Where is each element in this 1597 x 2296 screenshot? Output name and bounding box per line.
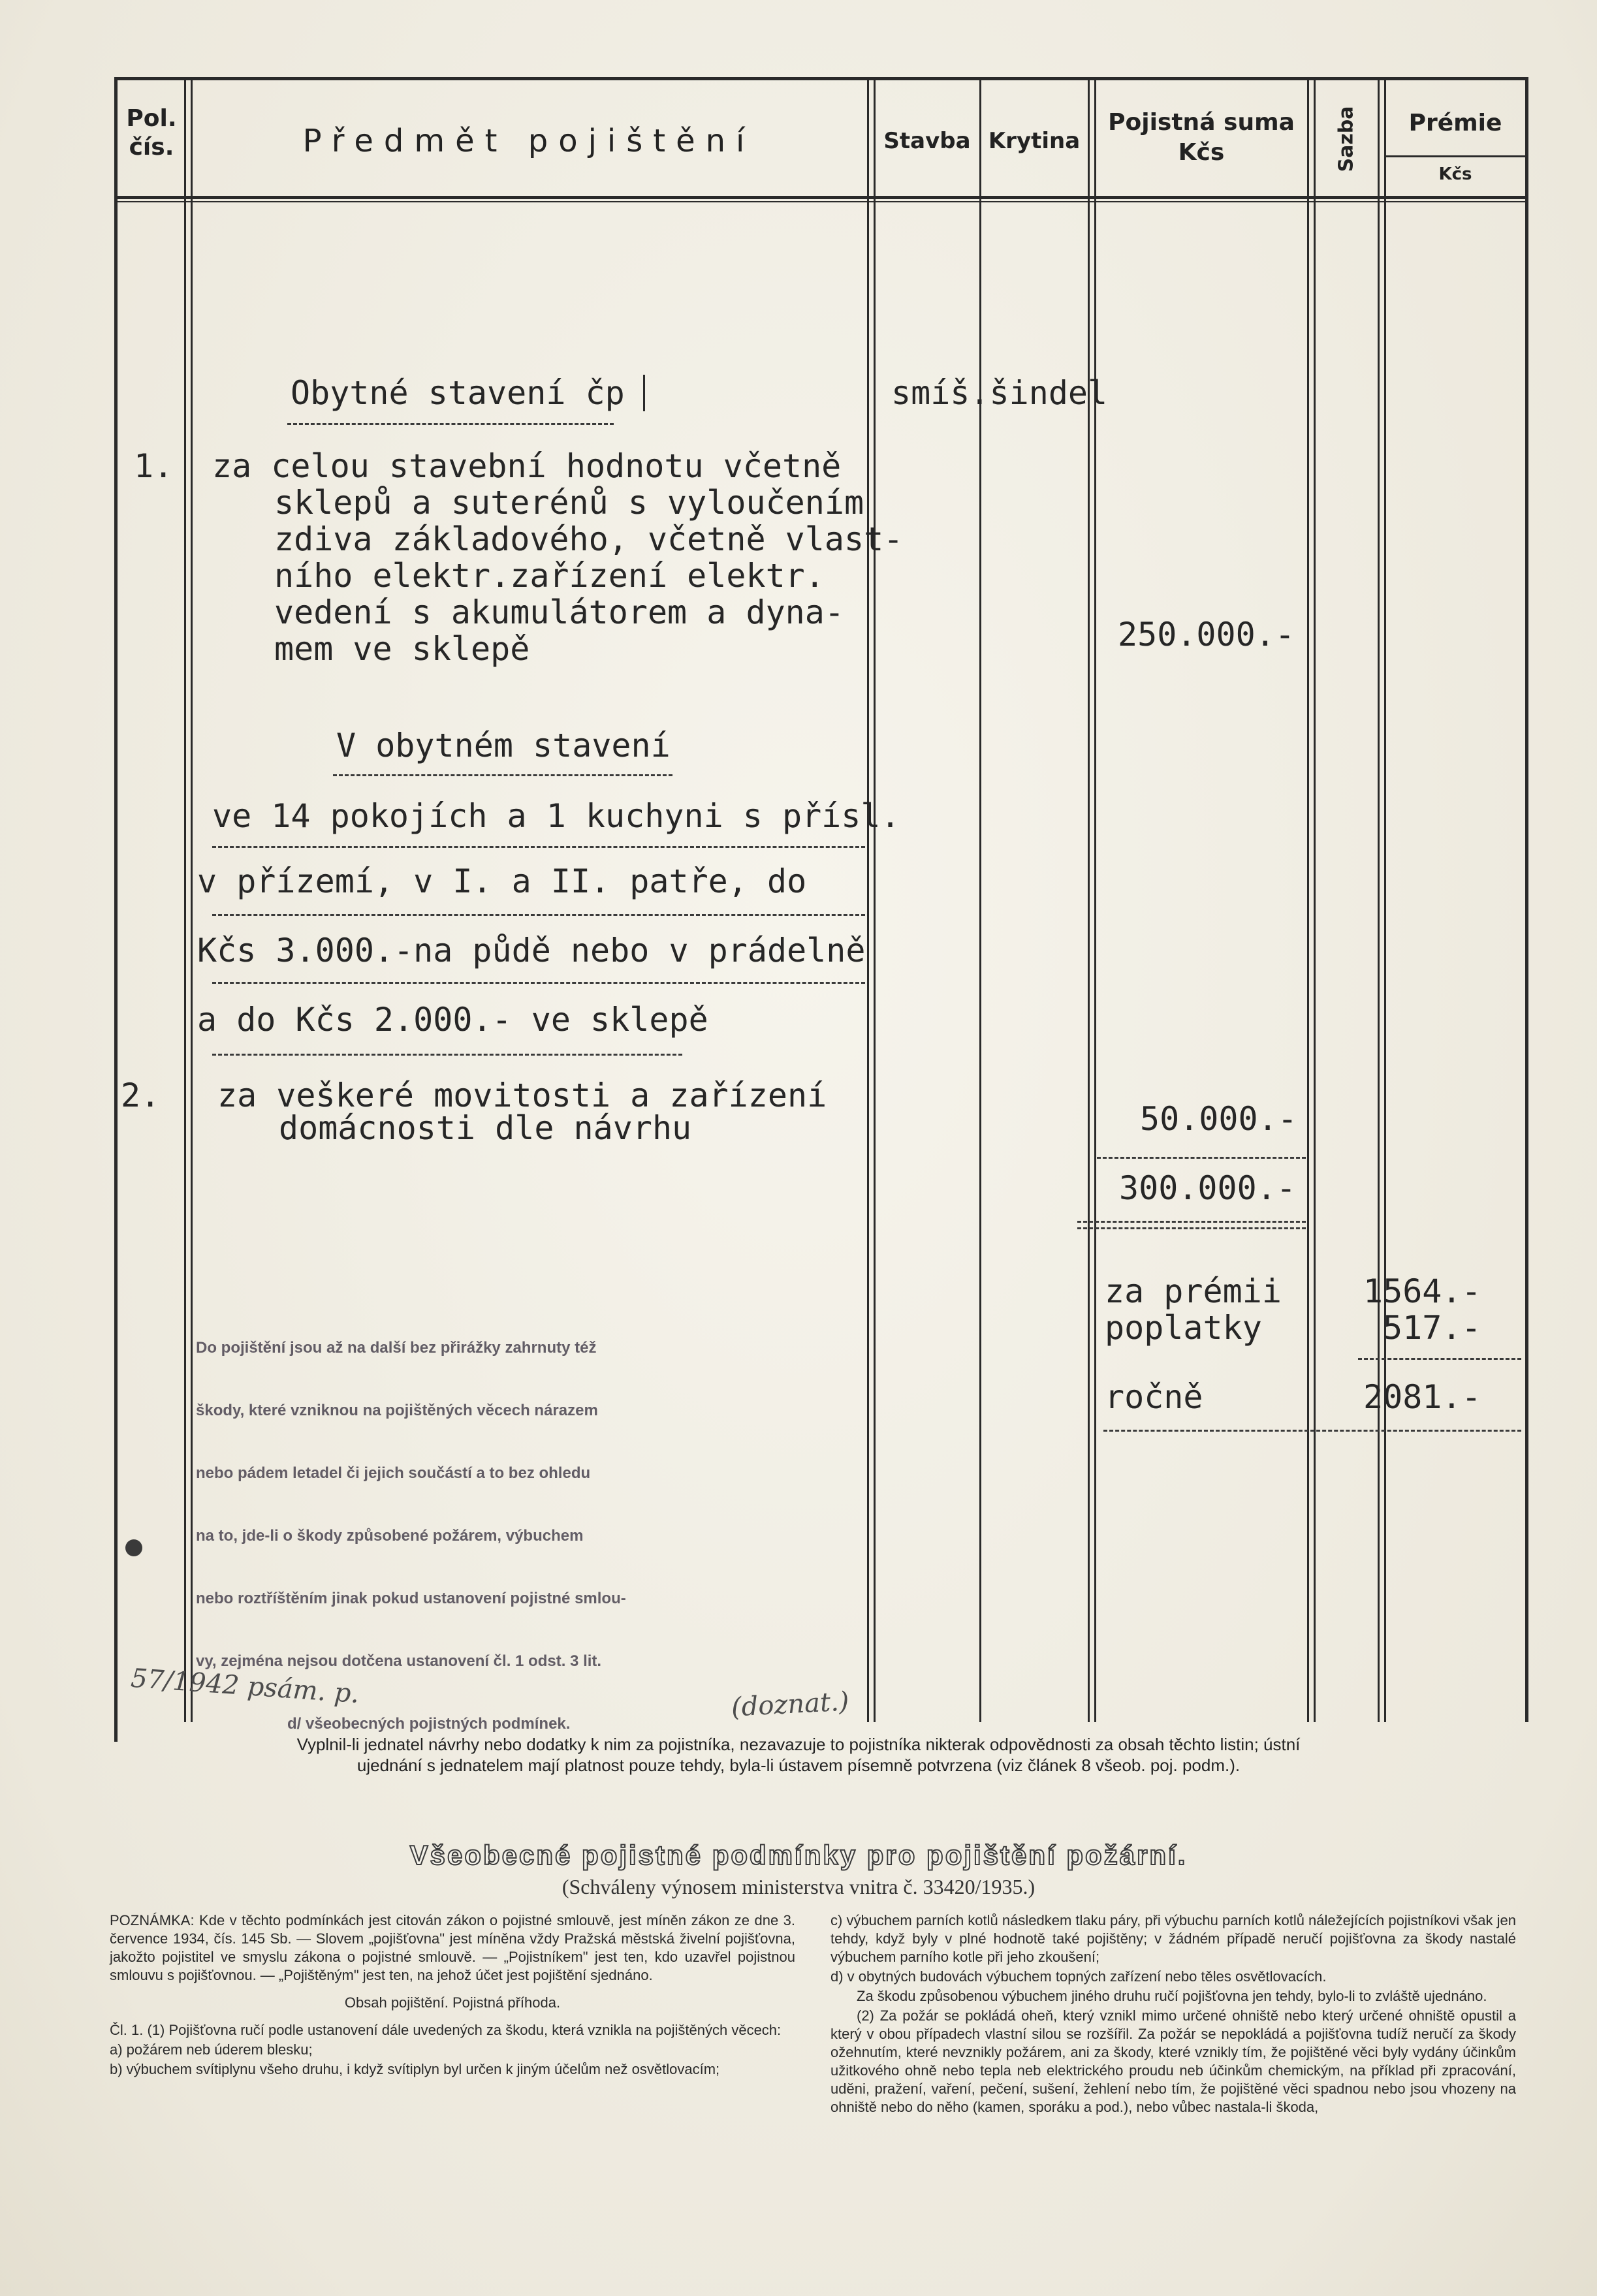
sum-rule-1: [1097, 1157, 1306, 1159]
conditions-subtitle: (Schváleny výnosem ministerstva vnitra č. 33420/1935.): [561, 1875, 1036, 1898]
location-underline-2: [212, 914, 865, 916]
header-premie: Prémie: [1408, 110, 1502, 136]
clanek-1-a: a) požárem neb úderem blesku;: [110, 2041, 313, 2058]
premie-label: za prémii: [1105, 1272, 1282, 1310]
footer-line-2: ujednání s jednatelem mají platnost pouze tehdy, byla-li ústavem písemně potvrzena (viz článek 8 všeob. poj. podm.).: [356, 1755, 1241, 1775]
rocne-rule: [1103, 1430, 1521, 1432]
item2-line-2: domácnosti dle návrhu: [279, 1109, 692, 1147]
conditions-right-column: [830, 1911, 1516, 2118]
clanek-1-c: c) výbuchem parních kotlů následkem tlaku páry, při výbuchu parních kotlů náležejících pojistníkovi však jen tehdy, když byly v plné hodnotě také pojištěny; v žádném případě neručí pojišťovna za škody nastalé výbuchem parního kotle při jeho zkoušení;: [830, 1912, 1516, 1965]
obsah-heading: Obsah pojištění. Pojistná příhoda.: [344, 1994, 561, 2011]
rocne-label: ročně: [1105, 1378, 1203, 1416]
col-line-pol-b: [191, 77, 193, 1722]
aviation-clause-stamp: [196, 1296, 783, 1776]
header-pojistna-suma: [1096, 108, 1307, 168]
location-line-2: v přízemí, v I. a II. patře, do: [197, 862, 807, 900]
stamp-line-6: vy, zejména nejsou dotčena ustanovení čl. 1 odst. 3 lit.: [196, 1652, 602, 1670]
stamp-line-4: na to, jde-li o škody způsobené požárem, výbuchem: [196, 1527, 584, 1545]
total-sum: 300.000.-: [1119, 1169, 1296, 1207]
krytina-value: smíš.šindel: [891, 374, 1108, 412]
handwritten-note-2: (doznat.): [730, 1686, 850, 1723]
poplatky-value: 517.-: [1383, 1309, 1481, 1347]
poplatky-label: poplatky: [1105, 1309, 1262, 1347]
col-line-stavba: [867, 77, 869, 1722]
item1-line-6: mem ve sklepě: [274, 630, 530, 668]
heading2-underline: [333, 774, 672, 776]
location-line-3: Kčs 3.000.-na půdě nebo v prádelně: [197, 932, 866, 969]
item1-number: 1.: [134, 447, 174, 485]
col-line-suma: [1088, 77, 1090, 1722]
header-stavba: Stavba: [883, 128, 971, 154]
vybuch-paragraph: Za škodu způsobenou výbuchem jiného druhu ručí pojišťovna jen tehdy, bylo-li to zvláště ujednáno.: [857, 1988, 1487, 2004]
header-suma-line2: Kčs: [1178, 139, 1225, 166]
col-line-sazba: [1307, 77, 1309, 1722]
header-pol: [119, 104, 184, 162]
item1-sum: 250.000.-: [1118, 616, 1295, 653]
col-line-krytina: [979, 77, 981, 1722]
header-suma-line1: Pojistná suma: [1108, 109, 1295, 136]
header-premie-unit: Kčs: [1438, 165, 1472, 184]
header-pol-line2: čís.: [129, 134, 174, 161]
clanek-1-b: b) výbuchem svítiplynu všeho druhu, i když svítiplyn byl určen k jiným účelům než osvětlovacím;: [110, 2061, 720, 2077]
location-line-1: ve 14 pokojích a 1 kuchyni s přísl.: [212, 797, 900, 835]
item1-line-4: ního elektr.zařízení elektr.: [274, 557, 825, 595]
footer-notice: [78, 1734, 1519, 1776]
stamp-line-1: Do pojištění jsou až na další bez přirážky zahrnuty též: [196, 1339, 597, 1357]
item1-line-1: za celou stavební hodnotu včetně: [212, 447, 842, 485]
clanek-1-d: d) v obytných budovách výbuchem topných zařízení nebo těles osvětlovacích.: [830, 1968, 1327, 1985]
col-line-premie: [1378, 77, 1380, 1722]
item1-line-2: sklepů a suterénů s vyloučením: [274, 484, 864, 522]
header-pol-line1: Pol.: [126, 105, 177, 132]
sum-rule-2: [1077, 1221, 1306, 1223]
item2-sum: 50.000.-: [1140, 1100, 1297, 1138]
heading-v-obytnem: V obytném stavení: [336, 727, 671, 764]
table-top-border: [114, 77, 1528, 80]
footer-line-1: Vyplnil-li jednatel návrhy nebo dodatky k nim za pojistníka, nezavazuje to pojistníka nikterak odpovědnosti za obsah těchto listin; ústní: [296, 1735, 1301, 1754]
punch-hole: [125, 1539, 142, 1556]
conditions-left-column: [110, 1911, 795, 2080]
table-header-rule-2: [114, 201, 1528, 202]
col-line-stavba-b: [874, 77, 876, 1722]
location-underline-3: [212, 982, 865, 984]
header-predmet: Předmět pojištění: [302, 123, 755, 159]
clanek-1-paragraph: Čl. 1. (1) Pojišťovna ručí podle ustanovení dále uvedených za škodu, která vznikla na pojištěných věcech:: [110, 2022, 782, 2038]
premie-value: 1564.-: [1363, 1272, 1481, 1310]
col-line-sazba-b: [1314, 77, 1316, 1722]
col-line-right: [1525, 77, 1528, 1722]
item2-line-1: za veškeré movitosti a zařízení: [217, 1077, 827, 1114]
item1-line-3: zdiva základového, včetně vlast-: [274, 520, 904, 558]
stamp-line-5: nebo roztříštěním jinak pokud ustanovení pojistné smlou-: [196, 1590, 626, 1607]
col-line-premie-b: [1384, 77, 1386, 1722]
header-krytina: Krytina: [988, 128, 1081, 154]
table-header-rule: [114, 196, 1528, 199]
sum-rule-3: [1077, 1227, 1306, 1229]
pozar-paragraph: (2) Za požár se pokládá oheň, který vznikl mimo určené ohniště nebo který určené ohniště opustil a který v obou případech vlastní silou se rozšířil. Za požár se nepokládá a pojišťovna tudíž neručí za škody ožehnutím, které nevznikly požárem, ani za škody, které vznikly tím, že pojištěné věci byly vydány účinkům užitkového ohně nebo tepla neb elektrického proudu neb účinkům chemickým, na příklad při zpracování, uděni, pražení, vaření, pečení, sušení, žehlení nebo tím, že pojištěné věci spadnou nebo jsou vhozeny na ohniště nebo do něho (kamen, sporáku a pod.), nebo vůbec nastala-li škoda,: [830, 2007, 1516, 2115]
stamp-line-2: škody, které vzniknou na pojištěných věcech nárazem: [196, 1402, 598, 1419]
item1-line-5: vedení s akumulátorem a dyna-: [274, 593, 844, 631]
location-underline-4: [212, 1054, 682, 1056]
conditions-title: Všeobecné pojistné podmínky pro pojištění požární.: [409, 1840, 1188, 1870]
location-underline-1: [212, 846, 865, 848]
heading-cursor-mark: [643, 375, 645, 411]
location-line-4: a do Kčs 2.000.- ve sklepě: [197, 1001, 708, 1039]
col-line-left: [114, 77, 118, 1742]
col-line-pol: [184, 77, 186, 1722]
handwritten-note: 57/1942 psám. p.: [129, 1663, 360, 1710]
col-line-suma-b: [1094, 77, 1096, 1722]
header-sazba: Sazba: [1335, 106, 1358, 172]
heading-obytne-staveni: Obytné stavení čp: [291, 374, 625, 412]
premie-sub-rule: [1384, 155, 1528, 157]
rocne-value: 2081.-: [1363, 1378, 1481, 1416]
stamp-line-7: d/ všeobecných pojistných podmínek.: [287, 1715, 571, 1733]
item2-number: 2.: [121, 1077, 161, 1114]
heading1-underline: [287, 423, 614, 425]
stamp-line-3: nebo pádem letadel či jejich součástí a to bez ohledu: [196, 1464, 591, 1482]
premie-rule: [1358, 1358, 1521, 1360]
poznamka-paragraph: POZNÁMKA: Kde v těchto podmínkách jest citován zákon o pojistné smlouvě, jest míněn zákon ze dne 3. července 1934, čís. 145 Sb. — Slovem „pojišťovna" jest míněna vždy Pražská městská živelní pojišťovna, jakožto pojistitel ve smyslu zákona o pojistné smlouvě. — „Pojistníkem" jest ten, kdo uzavřel pojistnou smlouvu s pojišťovnou. — „Pojištěným" jest ten, na jehož účet jest pojištění sjednáno.: [110, 1912, 795, 1983]
